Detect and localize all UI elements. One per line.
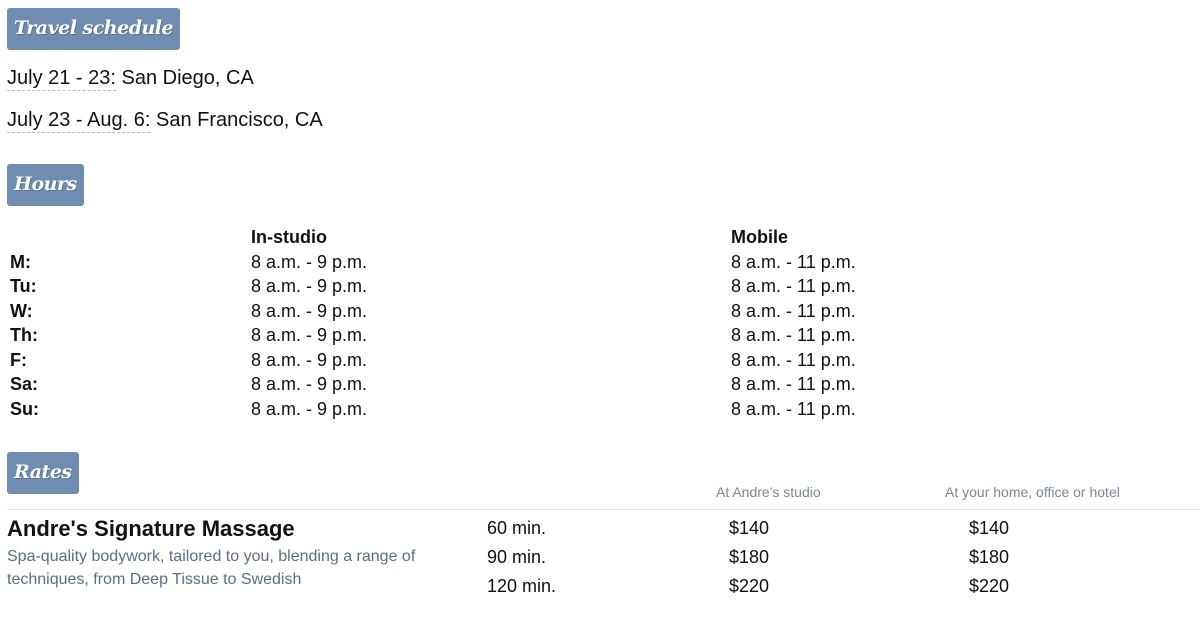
- hours-header-row: [10, 225, 1190, 250]
- rate-studio-price: $180: [729, 547, 770, 567]
- travel-item: [7, 67, 254, 90]
- service-description: Spa-quality bodywork, tailored to you, blending a range of techniques, from Deep Tissue to Swedish: [7, 548, 416, 588]
- travel-item: [7, 109, 323, 132]
- hours-in-studio: 8 a.m. - 9 p.m.: [251, 398, 368, 419]
- hours-mobile: 8 a.m. - 11 p.m.: [731, 276, 856, 296]
- hours-col-in-studio: In-studio: [251, 227, 327, 247]
- hours-day: Th:: [10, 325, 38, 345]
- rate-home-price: $140: [969, 518, 1010, 538]
- rate-studio-price: $140: [729, 518, 770, 538]
- hours-row: [10, 323, 1190, 348]
- rate-duration: 120 min.: [487, 576, 557, 596]
- hours-heading: Hours: [7, 164, 84, 206]
- rates-divider: [7, 509, 1200, 510]
- rate-duration: 90 min.: [487, 547, 547, 567]
- rates-col-home: At your home, office or hotel: [945, 484, 1120, 500]
- hours-row: [10, 250, 1190, 275]
- rates-col-studio: At Andre's studio: [716, 484, 821, 500]
- hours-in-studio: 8 a.m. - 9 p.m.: [251, 349, 368, 370]
- hours-in-studio: 8 a.m. - 9 p.m.: [251, 300, 368, 321]
- hours-mobile: 8 a.m. - 11 p.m.: [731, 349, 856, 370]
- hours-mobile: 8 a.m. - 11 p.m.: [731, 325, 856, 345]
- hours-day: M:: [10, 251, 31, 272]
- service-name: Andre's Signature Massage: [7, 516, 295, 541]
- hours-table: [10, 225, 1190, 421]
- rate-home-price: $220: [969, 576, 1010, 596]
- hours-mobile: 8 a.m. - 11 p.m.: [731, 300, 856, 321]
- hours-in-studio: 8 a.m. - 9 p.m.: [251, 325, 368, 345]
- hours-col-mobile: Mobile: [731, 227, 788, 247]
- hours-row: [10, 274, 1190, 299]
- travel-place: San Francisco, CA: [150, 109, 323, 131]
- hours-row: [10, 348, 1190, 373]
- hours-mobile: 8 a.m. - 11 p.m.: [731, 374, 856, 394]
- hours-row: [10, 299, 1190, 324]
- rate-duration: 60 min.: [487, 518, 547, 538]
- hours-day: W:: [10, 300, 33, 321]
- hours-in-studio: 8 a.m. - 9 p.m.: [251, 276, 368, 296]
- travel-dates: July 21 - 23:: [7, 67, 116, 89]
- hours-mobile: 8 a.m. - 11 p.m.: [731, 251, 856, 272]
- rate-home-price: $180: [969, 547, 1010, 567]
- travel-place: San Diego, CA: [115, 67, 254, 89]
- hours-in-studio: 8 a.m. - 9 p.m.: [251, 251, 368, 272]
- travel-schedule-heading: Travel schedule: [7, 8, 180, 50]
- hours-in-studio: 8 a.m. - 9 p.m.: [251, 374, 368, 394]
- hours-day: Sa:: [10, 374, 39, 394]
- hours-day: F:: [10, 349, 27, 370]
- rates-heading: Rates: [7, 452, 79, 494]
- travel-dates: July 23 - Aug. 6:: [7, 109, 151, 131]
- hours-mobile: 8 a.m. - 11 p.m.: [731, 398, 856, 419]
- hours-row: [10, 372, 1190, 397]
- hours-day: Su:: [10, 398, 39, 419]
- hours-row: [10, 397, 1190, 422]
- hours-day: Tu:: [10, 276, 37, 296]
- rate-studio-price: $220: [729, 576, 770, 596]
